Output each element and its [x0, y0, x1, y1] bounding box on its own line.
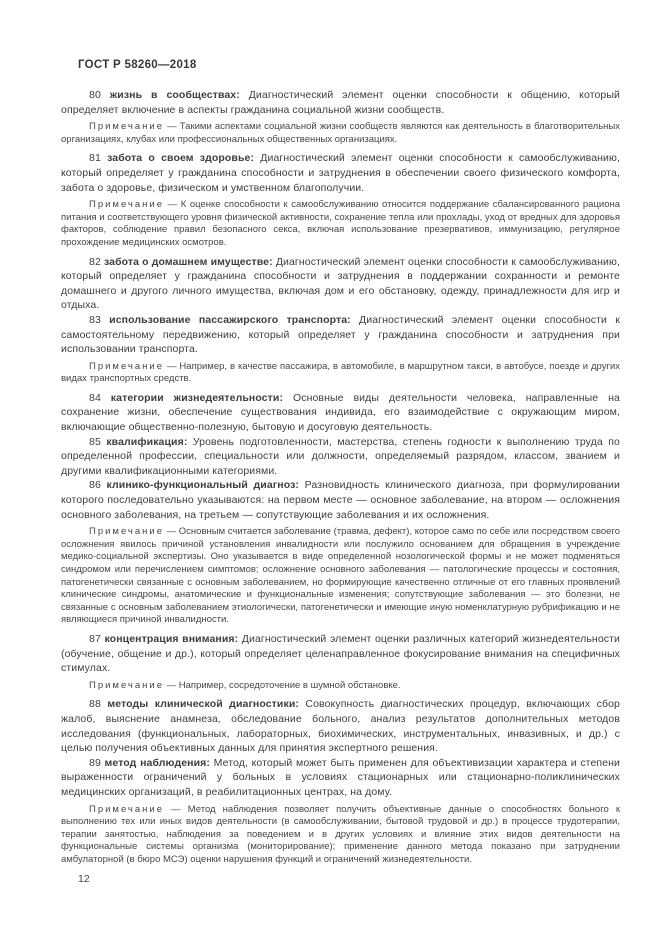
term-number: 83 — [89, 313, 101, 326]
note-text: — Например, в качестве пассажира, в автомобиле, в маршрутном такси, в автобусе, поезде и других видах транспортных средств. — [61, 360, 621, 385]
term-entry-82 — [61, 255, 620, 313]
term-title: клинико-функциональный диагноз: — [106, 479, 300, 492]
note-label: Примечание — [89, 199, 164, 211]
note-label: Примечание — [89, 526, 164, 538]
term-definition: Уровень подготовленности, мастерства, степень годности к выполнению труда по определенной профессии, специальности или должности, определяемый разрядом, классом, званием и другими квалификационными категориями. — [61, 435, 620, 477]
term-number: 84 — [89, 391, 101, 404]
note-entry-87 — [61, 680, 620, 693]
term-definition: Основные виды деятельности человека, направленные на сохранение жизни, обеспечение существования индивида, его взаимодействие с окружающим миром, включающие общественно-полезную, бытовую и досуговую деятельность. — [61, 391, 620, 434]
note-entry-80 — [61, 121, 620, 146]
note-label: Примечание — [89, 121, 164, 133]
note-entry-83 — [61, 361, 620, 386]
term-entry-80 — [61, 88, 620, 117]
term-entry-83 — [61, 313, 620, 357]
term-title: методы клинической диагностики: — [107, 698, 299, 711]
term-entry-81 — [61, 151, 620, 195]
term-definition: Диагностический элемент оценки способности к самообслуживанию, который определяет у гражданина способности и затруднения в поддержании сохранности и ремонте домашнего и другого личного имущества, включая дом и его обстановку, одежду, принадлежности для игр и отдыха. — [61, 255, 620, 312]
note-text: — К оценке способности к самообслуживанию относится поддержание сбалансированного рациона питания и соответствующего уровня физической активности, сохранение тепла или прохлады, уход от вредных для здоровья факторов, соблюдение правил безопасного секса, включая использование презервативов, иммунизацию, регулярное прохождение медицинских осмотров. — [61, 199, 621, 248]
note-text: — Метод наблюдения позволяет получить объективные данные о способностях больного к выполнению тех или иных видов деятельности (в самообслуживании, бытовой трудовой и др.) в процессе трудотерапии, терапии занятостью, наблюдения за поведением и в других условиях и влияние этих видов деятельности на функциональные системы организма (мониторирование); применение данного метода показано при затруднении амбулаторной (в бюро МСЭ) оценки нарушения функций и ограничений жизнедеятельности. — [61, 803, 620, 865]
term-title: использование пассажирского транспорта: — [109, 313, 351, 326]
note-label: Примечание — [89, 360, 164, 372]
term-number: 87 — [89, 632, 101, 645]
term-definition: Диагностический элемент оценки способности к самообслуживанию, который определяет у гражданина способности и затруднения в обеспечении своего физического комфорта, забота о здоровье, физическом и умственном благополучии. — [61, 152, 620, 194]
term-entry-84 — [61, 391, 620, 435]
note-entry-86 — [61, 526, 620, 627]
note-text: — Такими аспектами социальной жизни сообществ являются как деятельность в благотворительных организациях, клубах или профессиональных общественных организациях. — [61, 121, 620, 145]
term-number: 81 — [89, 152, 101, 165]
term-entry-89 — [61, 756, 620, 800]
note-text: — Например, сосредоточение в шумной обстановке. — [166, 679, 401, 691]
document-header: ГОСТ Р 58260—2018 — [78, 59, 197, 71]
term-definition: Диагностический элемент оценки способности к самостоятельному передвижению, который определяет у гражданина способности и затруднения при использовании транспорта. — [61, 313, 620, 356]
term-number: 88 — [89, 698, 101, 711]
term-number: 82 — [89, 255, 101, 268]
term-title: жизнь в сообществах: — [109, 89, 240, 101]
document-body — [61, 88, 620, 866]
term-definition: Диагностический элемент оценки способности к общению, который определяет включение в аспекты гражданина социальной жизни сообществ. — [61, 89, 620, 116]
term-title: забота о своем здоровье: — [107, 152, 255, 165]
term-number: 85 — [89, 435, 101, 448]
term-number: 89 — [89, 756, 101, 769]
term-definition: Диагностический элемент оценки различных категорий жизнедеятельности (обучение, общение и др.), который определяет целенаправленное фокусирование внимания на специфичных стимулах. — [61, 632, 620, 675]
note-entry-89 — [61, 804, 620, 867]
term-entry-85 — [61, 435, 620, 479]
term-title: метод наблюдения: — [104, 756, 211, 769]
note-label: Примечание — [89, 803, 164, 815]
note-label: Примечание — [89, 679, 164, 691]
term-title: концентрация внимания: — [104, 632, 239, 645]
term-entry-87 — [61, 632, 620, 676]
page-number: 12 — [78, 873, 90, 886]
term-definition: Совокупность диагностических процедур, включающих сбор жалоб, выяснение анамнеза, обследование больного, анализ результатов дополнительных методов исследования (функциональных, лабораторных, биохимических, инструментальных, инвазивных, и др.) с целью получения объективных данных для принятия экспертного решения. — [61, 698, 620, 755]
term-number: 86 — [89, 479, 101, 492]
term-entry-88 — [61, 697, 620, 755]
term-title: категории жизнедеятельности: — [110, 391, 284, 404]
term-entry-86 — [61, 478, 620, 522]
term-number: 80 — [89, 89, 101, 101]
term-definition: Разновидность клинического диагноза, при формулировании которого последовательно указываются: на первом месте — основное заболевание, на втором — осложнения основного заболевания, на третьем — сопутствующие заболевания и их осложнения. — [61, 479, 620, 521]
note-text: — Основным считается заболевание (травма, дефект), которое само по себе или посредством своего осложнения явилось причиной установления инвалидности или послужило основанием для обращения в учреждение медико-социальной экспертизы. Оно указывается в виде определенной нозологической формы и не может подменяться синдромом или перечислением симптомов; осложнение основного заболевания — патологические процессы и состояния, патогенетически связанные с основным заболеванием, но формирующие качественно отличные от его главных проявлений клинические синдромы, анатомические и функциональные изменения; сопутствующие заболевания — это болезни, не связанные с основным заболеванием этиологически, патогенетически и имеющие иную номенклатурную рубрификацию и не являющиеся причиной инвалидности. — [61, 526, 620, 626]
term-title: забота о домашнем имуществе: — [103, 255, 273, 268]
term-title: квалификация: — [106, 435, 188, 448]
note-entry-81 — [61, 199, 620, 249]
term-definition: Метод, который может быть применен для объективизации характера и степени выраженности ограничений у больных в условиях стационарных или стационарно-поликлинических медицинских организаций, в реабилитационных центрах, на дому. — [61, 756, 620, 798]
